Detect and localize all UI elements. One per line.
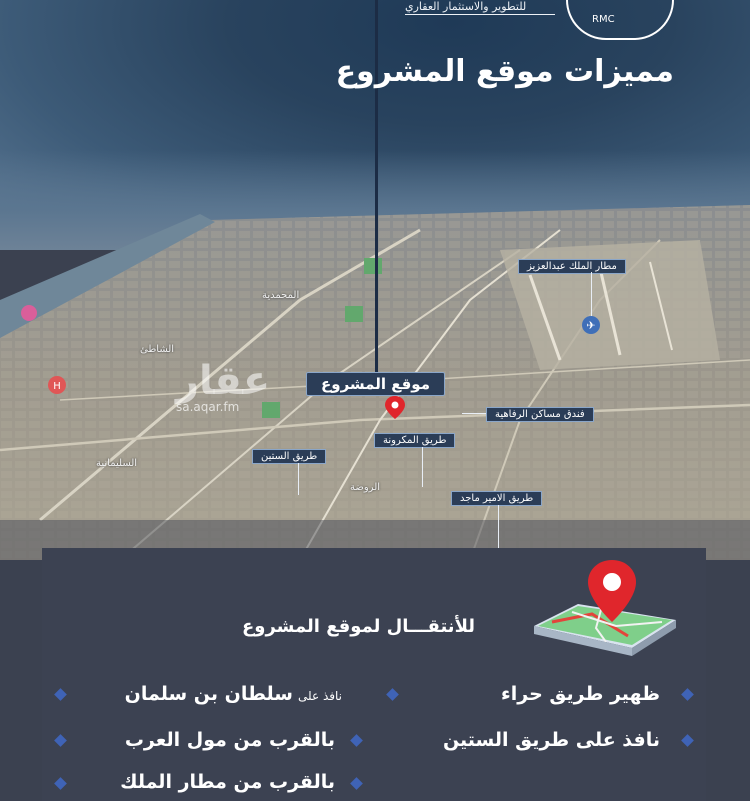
sittin-road-label: طريق الستين: [252, 449, 326, 464]
move-to-project-text: للأنتقـــال لموقع المشروع: [241, 616, 475, 637]
project-location-label: موقع المشروع: [306, 372, 445, 396]
logo-text: RMC: [592, 14, 615, 25]
feature-item: نافذ على طريق الستين: [442, 729, 660, 751]
place-label: السليمانية: [96, 458, 138, 469]
watermark: عقار: [176, 358, 271, 404]
feature-item: ظهير طريق حراء: [501, 683, 660, 705]
prince-majid-leader-line: [498, 505, 499, 549]
sittin-leader-line: [298, 463, 299, 495]
brand-tagline: للتطوير والاستثمار العقاري: [405, 0, 527, 13]
tagline-underline: [405, 14, 555, 15]
hotel-leader-line: [462, 413, 486, 414]
airport-label: مطار الملك عبدالعزيز: [518, 259, 626, 274]
prince-majid-road-label: طريق الامير ماجد: [451, 491, 542, 506]
feature-prefix: نافذ على: [298, 689, 342, 703]
airport-leader-line: [591, 272, 592, 316]
feature-item: بالقرب من مول العرب: [124, 729, 335, 751]
feature-text: سلطان بن سلمان: [124, 683, 293, 705]
place-label: الشاطئ: [140, 344, 175, 355]
hotel-label: فندق مساكن الرفاهية: [486, 407, 594, 422]
makarona-road-label: طريق المكرونة: [374, 433, 455, 448]
place-label: الروضة: [350, 482, 381, 493]
feature-item: بالقرب من مطار الملك: [120, 771, 335, 793]
svg-text:H: H: [53, 381, 61, 392]
map-location-icon: [532, 556, 678, 664]
watermark-url: sa.aqar.fm: [176, 400, 240, 414]
place-label: المحمدية: [262, 290, 300, 301]
feature-item: [125, 683, 342, 705]
page-title: مميزات موقع المشروع: [335, 54, 674, 89]
makarona-leader-line: [422, 447, 423, 487]
svg-text:✈: ✈: [586, 319, 596, 332]
